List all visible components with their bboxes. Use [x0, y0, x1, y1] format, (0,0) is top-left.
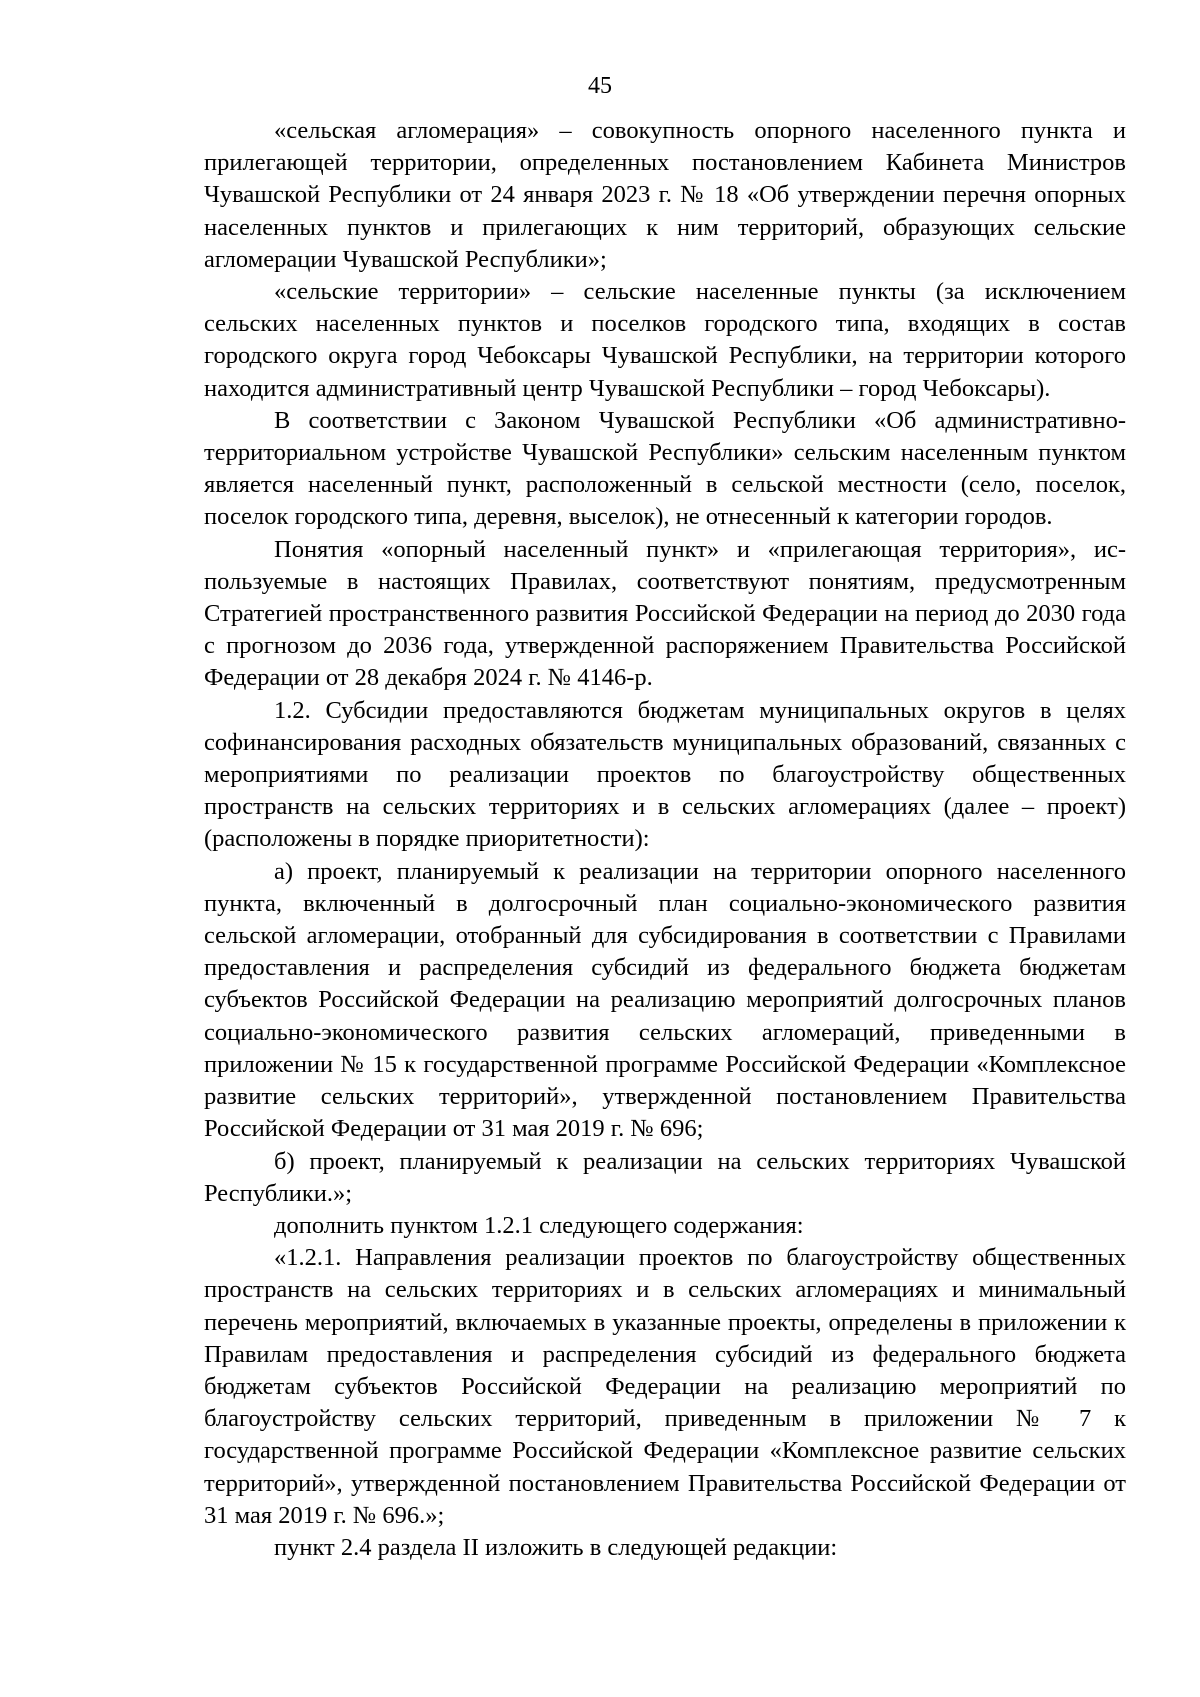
- paragraph-rural-territories-definition: «сельские территории» – сельские населенные пункты (за исключением сельских населенных пунктов и поселков городского типа, входящих в состав городского округа город Чебоксары Чувашской Республики, на территории которого находится административный центр Чувашской Республики – город Чебоксары).: [204, 278, 1126, 402]
- paragraph-concepts-strategy: Понятия «опорный населенный пункт» и «прилегающая территория», используемые в настоящих Правилах, соответствуют понятиям, предусмотренным Стратегией пространственного развития Российской Федерации на период до 2030 года с прогнозом до 2036 года, утвержденной распоряжением Правительства Российской Федерации от 28 декабря 2024 г. № 4146-р.: [204, 535, 1126, 692]
- paragraph-2-4-amend: пункт 2.4 раздела II изложить в следующей редакции:: [274, 1533, 838, 1561]
- paragraph-add-1-2-1: дополнить пунктом 1.2.1 следующего содержания:: [274, 1211, 804, 1239]
- paragraph-rural-agglomeration-definition: «сельская агломерация» – совокупность опорного населенного пункта и прилегающей территории, определенных постановлением Кабинета Министров Чувашской Республики от 24 января 2023 г. № 18 «Об утверждении перечня опорных населенных пунктов и прилегающих к ним территорий, образующих сельские агломерации Чувашской Республики»;: [204, 117, 1126, 273]
- paragraph-1-2-item-a: а) проект, планируемый к реализации на территории опорного населенного пункта, включенный в долгосрочный план социально-экономического развития сельской агломерации, отобранный для субсидирования в соответствии с Правилами предоставления и распределения субсидий из федерального бюджета бюджетам субъектов Российской Федерации на реализацию мероприятий долгосрочных планов социально-экономического развития сельских агломераций, приведенными в приложении № 15 к государственной программе Российской Федерации «Комплексное развитие сельских территорий», утвержденной постановлением Правительства Российской Федерации от 31 мая 2019 г. № 696;: [204, 857, 1126, 1143]
- body-text: [204, 115, 1126, 1564]
- paragraph-rural-settlement-law: В соответствии с Законом Чувашской Республики «Об административно-территориальном устройстве Чувашской Республики» сельским населенным пунктом является населенный пункт, расположенный в сельской местности (село, поселок, поселок городского типа, деревня, выселок), не отнесенный к категории городов.: [204, 406, 1126, 531]
- paragraph-1-2-subsidies: 1.2. Субсидии предоставляются бюджетам муниципальных округов в целях софинансирования расходных обязательств муниципальных образований, связанных с мероприятиями по реализации проектов по благоустройству общественных пространств на сельских территориях и в сельских агломерациях (далее – проект) (расположены в порядке приоритетности):: [204, 696, 1126, 853]
- paragraph-1-2-item-b: б) проект, планируемый к реализации на сельских территориях Чувашской Республики.»;: [204, 1147, 1126, 1207]
- page-number: 45: [588, 73, 612, 99]
- paragraph-1-2-1-directions: «1.2.1. Направления реализации проектов по благоустройству общественных пространств на сельских территориях и в сельских агломерациях и минимальный перечень мероприятий, включаемых в указанные проекты, определены в приложении к Правилам предоставления и распределения субсидий из федерального бюджета бюджетам субъектов Российской Федерации на реализацию мероприятий по благоустройству сельских территорий, приведенным в приложении № 7 к государственной программе Российской Федерации «Комплексное развитие сельских территорий», утвержденной постановлением Правительства Российской Федерации от 31 мая 2019 г. № 696.»;: [204, 1244, 1126, 1529]
